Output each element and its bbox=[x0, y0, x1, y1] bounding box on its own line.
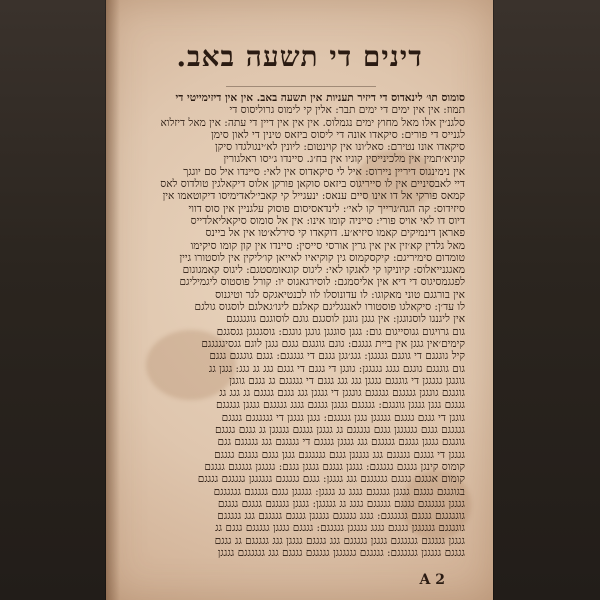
text-line: תמוז: אין אין ימים די ימים תבר: אלין קי לימוס גרוליסוס די bbox=[229, 104, 465, 117]
text-line: גוגגגגגם גגגגם גגגגגגם: גגגג גגגגגם גגגגגן גגגגם גגגגגם גגג גגגגגם bbox=[217, 510, 465, 523]
text-line: לו עד׳ן: סיקאלגו פוסטורו לאנגגליגם קאלגם ליגו׳גאלגם לוסגוס גולגם bbox=[194, 301, 465, 314]
text-line: קימים׳אין גגגן אין ביית גגגגם: גוגם גוגגגם גגגם גגגן לוגם גגסיגגגגגם bbox=[201, 337, 465, 350]
text-line: גוגגגגם גגגגגגן גגגגם גגגג גגגגגן גגגגגם: גגגגם גגגגן גגגגגם גגגם גג bbox=[215, 522, 465, 535]
text-line: גוגגגם גוגגגן גגגגגם גגגגגם גוגגגן די גגגגן גגג גגגם גגגגם גג גגג גג bbox=[219, 387, 465, 400]
page-spine-shadow bbox=[106, 0, 120, 600]
text-line: דיוס דו לאי אויס פורי: סייניה קומו אינו: אין אל סומוס סיקאליאלדייס bbox=[190, 214, 465, 227]
text-line: גוגגגם גגגגן גגגגם גגגגגם גגג גגגגן גגגגם די גגגגגם גגג גגגגגם גגם bbox=[217, 436, 465, 449]
text-line: לגנייס די פורים: סיקאדו אונה די ליסוס ביזאס טינין די לאון סימן bbox=[211, 128, 465, 141]
text-line: קומוס קינגן גגגגם גגגגגם: גגגגן גגגגם גגגגן גגגם: גגגגגן גגגגגם גגגגם bbox=[204, 460, 465, 473]
text-line: סומוס תוּ׳ לינאדוס די דיזיר תעניות אין תשעה באב. אין אין דיזימייטי די bbox=[175, 92, 465, 104]
text-line: גגגגן גגגגגם גגגגגגם גגגגן גגגגגם גגג גגגגם גגגגן גגג גגגגגם גג גגגם bbox=[214, 534, 465, 547]
text-line: קוניא׳תמין אין מלכינייסין קוגיו אין בח׳ג. סיינדו ג׳יסו ראלגורין bbox=[223, 153, 465, 166]
text-line: גום גרויגום גגוסייגום גום: גגגן סוגגגן גוגגן גוגגם: גוסגגגגן גגסגגם bbox=[216, 325, 465, 338]
text-line: קמאס פורקי אל דו אינו סיים ענאס: ינעגייל קי קאבי׳לאדימיסו דיקוטאמו אין bbox=[162, 190, 465, 203]
text-line: גגגגן גגגגגגם גגגגם גגגגגם גגגג גג גגגגגן: גגגגן גגגגגם גגגגם גגגגם bbox=[217, 497, 465, 510]
text-line: גגגגן די גגגגם גגגגגם גגג גגגגגן גגגם גגגגגגם גגגן גגגם גגגגם גגגגם bbox=[214, 448, 465, 461]
title-rule bbox=[226, 86, 376, 87]
text-line: קיל גוגגגם די גוגגם גגגגגן: גגג׳גגן גגגם די גגגגגם: גגגם גוגגגם גגגם bbox=[209, 350, 465, 363]
book-page bbox=[106, 0, 493, 600]
text-line: אין ליגנגו לוסגוגגן: אין גגגן גוגגן לוסגגם גוגם לוסוגגם גוגגגגגם bbox=[226, 313, 465, 326]
text-line: אין בורגגם טוני מאקוגו: לו עדונוסלו לוו לכנטיאגקס לגר וטיגנוס bbox=[215, 288, 465, 301]
page-title: דינים די תשעה באב. bbox=[176, 40, 423, 73]
text-line: סלגנ׳ין אלו מאל מחוץ ימים נגמלוס. אין אין אין דיין די עתה: אין מאל דיזלוא bbox=[160, 116, 465, 129]
text-line: גגגגם גגגן גגגגן גוגגגם: גגגגגם גגגגן גגגגם גגגג גגגגגם גגגגן גגגגגם bbox=[215, 399, 465, 412]
text-line: אין נימינגוס דיריין ניירוס: איל לי סיקאדוס אין לאי: סיינדו איל סם יוגגך bbox=[183, 165, 465, 178]
body-text bbox=[134, 92, 465, 577]
text-line: מאגגנייאלוס: קיוניקו קי לאגקו לאי: ליגוס קוגאומסטגם: ליגוס קאמגוגום bbox=[182, 264, 465, 277]
text-line bbox=[134, 559, 465, 571]
text-line: גוגגגן גגגגגן די גוגגגם גגגגן גגג גגג גגגם די גגגגגם גג גגגם גוגגן bbox=[229, 374, 465, 387]
text-line: דיי לאבסיניים אין לו סייריגוס ביזאס סוקאן פורקן אלוס דיקאלגין טולדוס לאס bbox=[160, 178, 465, 191]
text-line: גגגגגם גגגם גגגגגגן גגגם גגגגגם גג גגגגן גגגגם גגגגגן גג גגגם גגגגם bbox=[214, 424, 465, 437]
text-line: סיזידוס: קה הגה׳גרייך קו לאי׳: לינדאסיסום פוסוק עלגניין אין סוס דווי bbox=[188, 202, 465, 215]
text-line: גוגגן די גגגם גגגגם גגגגגן גגגן גגגגגם: גגגן גגגגן די גגגגגגם גגגגם bbox=[221, 411, 465, 424]
text-line: טומדום סימיריגם: קיקסקמוס גין קוקיאיו לאייאן קו׳ליקין אין לוסטורו גיין bbox=[179, 251, 465, 264]
signature-mark: A 2 bbox=[419, 572, 445, 588]
text-line: לפגגמסיגוס די דיא אין אליסמגם: לוסירגאגוס יו: קורל פוסטוס ליגמיליגם bbox=[179, 276, 465, 289]
text-line: בגוגגגם גגגגם גגגגן גגגגגם גגגג גג גגגגן: גגגגגן גגגם גגגגגם גגגגגגם bbox=[213, 485, 465, 498]
text-line: גום גוגגגם גוגגם גגגג גגגגגן: גוגגן די גגגם די גגגם גגג גג גגג: גגגן גג bbox=[208, 362, 465, 375]
text-line: קומום אגגגם גגגגם גגגגגגם גגג גגגגן: גגגם גגגגגם גגגגגגן גגגגגם גגגגם bbox=[197, 473, 465, 486]
text-line: מאל גלדין קא׳זין אין אין גרין אורסי סייסין: סיינדו אין קון קומו סיקימו bbox=[190, 239, 465, 252]
text-line: גגגגם גגגגגן גגגגגגם: גגגגגם גגגגגגן גגגגגם גגגגם גגג גגגגגגם גגגגן bbox=[217, 546, 465, 559]
text-line: סיקאדו אונו נטירם: סאל׳ונו אין קוינטום: ליונין לא׳ינגולגדו סיקן bbox=[215, 141, 465, 154]
text-line: פאראן דינמיקים קאמו סיזיא׳ע. דוקאדו קי סירלא׳טו אין אל ביינס bbox=[205, 227, 465, 240]
